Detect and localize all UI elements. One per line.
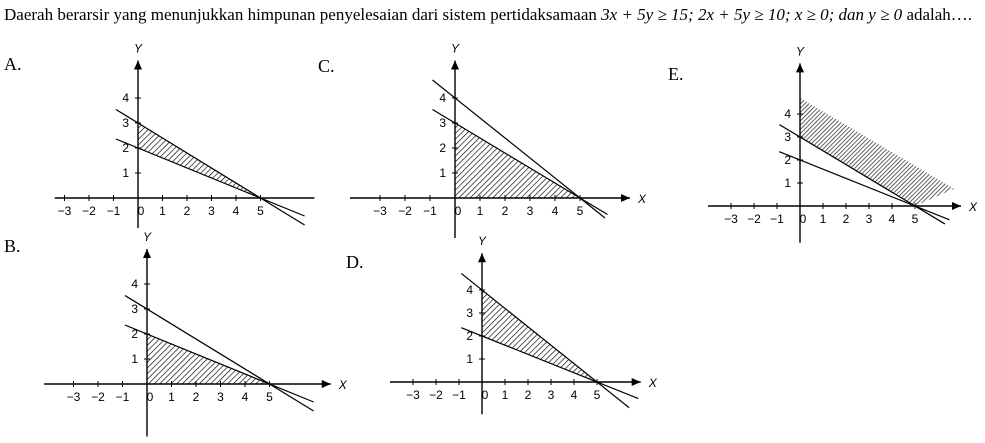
x-tick-label: 4 (551, 204, 559, 218)
x-tick-label: −3 (66, 390, 81, 404)
option-b-label: B. (4, 236, 21, 256)
y-axis-label: Y (451, 41, 460, 56)
y-tick-label: 3 (131, 302, 138, 316)
y-axis-label: Y (478, 234, 487, 249)
x-tick-label: 5 (576, 204, 584, 218)
y-tick-label: 4 (131, 277, 138, 291)
x-tick-label: 3 (208, 204, 215, 218)
x-tick-label: 1 (819, 212, 827, 226)
x-tick-label: −3 (57, 204, 72, 218)
x-tick-label: 0 (454, 204, 462, 218)
option-c-label: C. (318, 56, 335, 76)
y-tick-label: 1 (439, 166, 446, 180)
graph-option-d (390, 234, 658, 414)
y-tick-label: 4 (784, 107, 791, 121)
x-tick-label: −2 (398, 204, 412, 218)
y-tick-label: 4 (122, 91, 129, 105)
x-axis-arrow (952, 202, 961, 210)
x-tick-label: 2 (842, 212, 850, 226)
x-tick-label: 4 (888, 212, 896, 226)
y-tick-label: 3 (784, 130, 791, 144)
y-axis-arrow (478, 253, 486, 262)
graph-option-e (708, 44, 978, 242)
x-tick-label: 2 (501, 204, 509, 218)
question-text-b: adalah…. (902, 5, 973, 24)
x-tick-label: 4 (570, 388, 578, 402)
x-tick-label: 5 (266, 390, 273, 404)
x-axis-label: X (969, 200, 978, 214)
x-tick-label: −3 (373, 204, 387, 218)
question-text-a: Daerah berarsir yang menunjukkan himpunan penyelesaian dari sistem pertidaksamaan (4, 5, 602, 24)
y-tick-label: 1 (131, 352, 138, 366)
x-axis-label: X (338, 378, 347, 392)
y-axis-arrow (143, 249, 151, 258)
y-axis-label: Y (143, 230, 152, 244)
x-tick-label: −1 (106, 204, 121, 218)
y-tick-label: 3 (439, 116, 446, 130)
x-tick-label: −1 (423, 204, 437, 218)
x-tick-label: 0 (799, 212, 807, 226)
x-axis-arrow (632, 378, 641, 386)
x-tick-label: 3 (547, 388, 555, 402)
x-tick-label: −3 (406, 388, 420, 402)
y-tick-label: 1 (466, 352, 473, 366)
y-tick-label: 1 (122, 166, 129, 180)
x-tick-label: 1 (501, 388, 509, 402)
y-axis-label: Y (134, 41, 143, 56)
x-tick-label: −2 (429, 388, 443, 402)
option-a-label: A. (4, 54, 22, 74)
x-tick-label: 3 (526, 204, 534, 218)
x-tick-label: 3 (865, 212, 873, 226)
x-tick-label: 5 (593, 388, 601, 402)
x-tick-label: 0 (481, 388, 489, 402)
y-tick-label: 4 (439, 91, 446, 105)
x-tick-label: −1 (452, 388, 466, 402)
x-tick-label: 5 (911, 212, 919, 226)
x-axis-label: X (638, 192, 647, 206)
y-axis-arrow (796, 63, 804, 72)
y-tick-label: 2 (784, 153, 791, 167)
graph-option-b (44, 230, 348, 437)
x-tick-label: −2 (91, 390, 105, 404)
y-tick-label: 3 (122, 116, 129, 130)
x-axis-arrow (621, 194, 630, 202)
x-tick-label: 1 (159, 204, 166, 218)
x-tick-label: 2 (183, 204, 191, 218)
y-tick-label: 1 (784, 176, 791, 190)
x-tick-label: 4 (232, 204, 240, 218)
y-tick-label: 2 (439, 141, 446, 155)
x-tick-label: −1 (770, 212, 784, 226)
y-tick-label: 2 (466, 329, 473, 343)
graph-option-c (350, 42, 647, 239)
y-tick-label: 3 (466, 306, 473, 320)
x-tick-label: −3 (724, 212, 738, 226)
y-axis-arrow (134, 61, 142, 70)
option-d-label: D. (346, 252, 364, 272)
x-tick-label: 0 (137, 204, 145, 218)
y-tick-label: 4 (466, 283, 473, 297)
graph-option-a (55, 42, 315, 229)
x-axis-label: X (648, 376, 657, 390)
option-e-label: E. (668, 64, 684, 84)
shaded-region (800, 98, 954, 206)
x-axis-arrow (322, 380, 331, 388)
y-tick-label: 2 (122, 141, 129, 155)
x-tick-label: −2 (747, 212, 761, 226)
x-tick-label: 5 (257, 204, 264, 218)
x-tick-label: 3 (217, 390, 224, 404)
x-tick-label: 1 (168, 390, 175, 404)
x-tick-label: −1 (115, 390, 130, 404)
y-tick-label: 2 (131, 327, 138, 341)
x-tick-label: 2 (192, 390, 200, 404)
x-tick-label: 4 (241, 390, 249, 404)
question-math: 3x + 5y ≥ 15; 2x + 5y ≥ 10; x ≥ 0; dan y ≥ 0 (601, 5, 903, 24)
x-tick-label: 1 (476, 204, 484, 218)
x-tick-label: 2 (524, 388, 532, 402)
y-axis-label: Y (796, 44, 805, 59)
x-tick-label: −2 (82, 204, 96, 218)
y-axis-arrow (451, 61, 459, 70)
x-tick-label: 0 (146, 390, 154, 404)
